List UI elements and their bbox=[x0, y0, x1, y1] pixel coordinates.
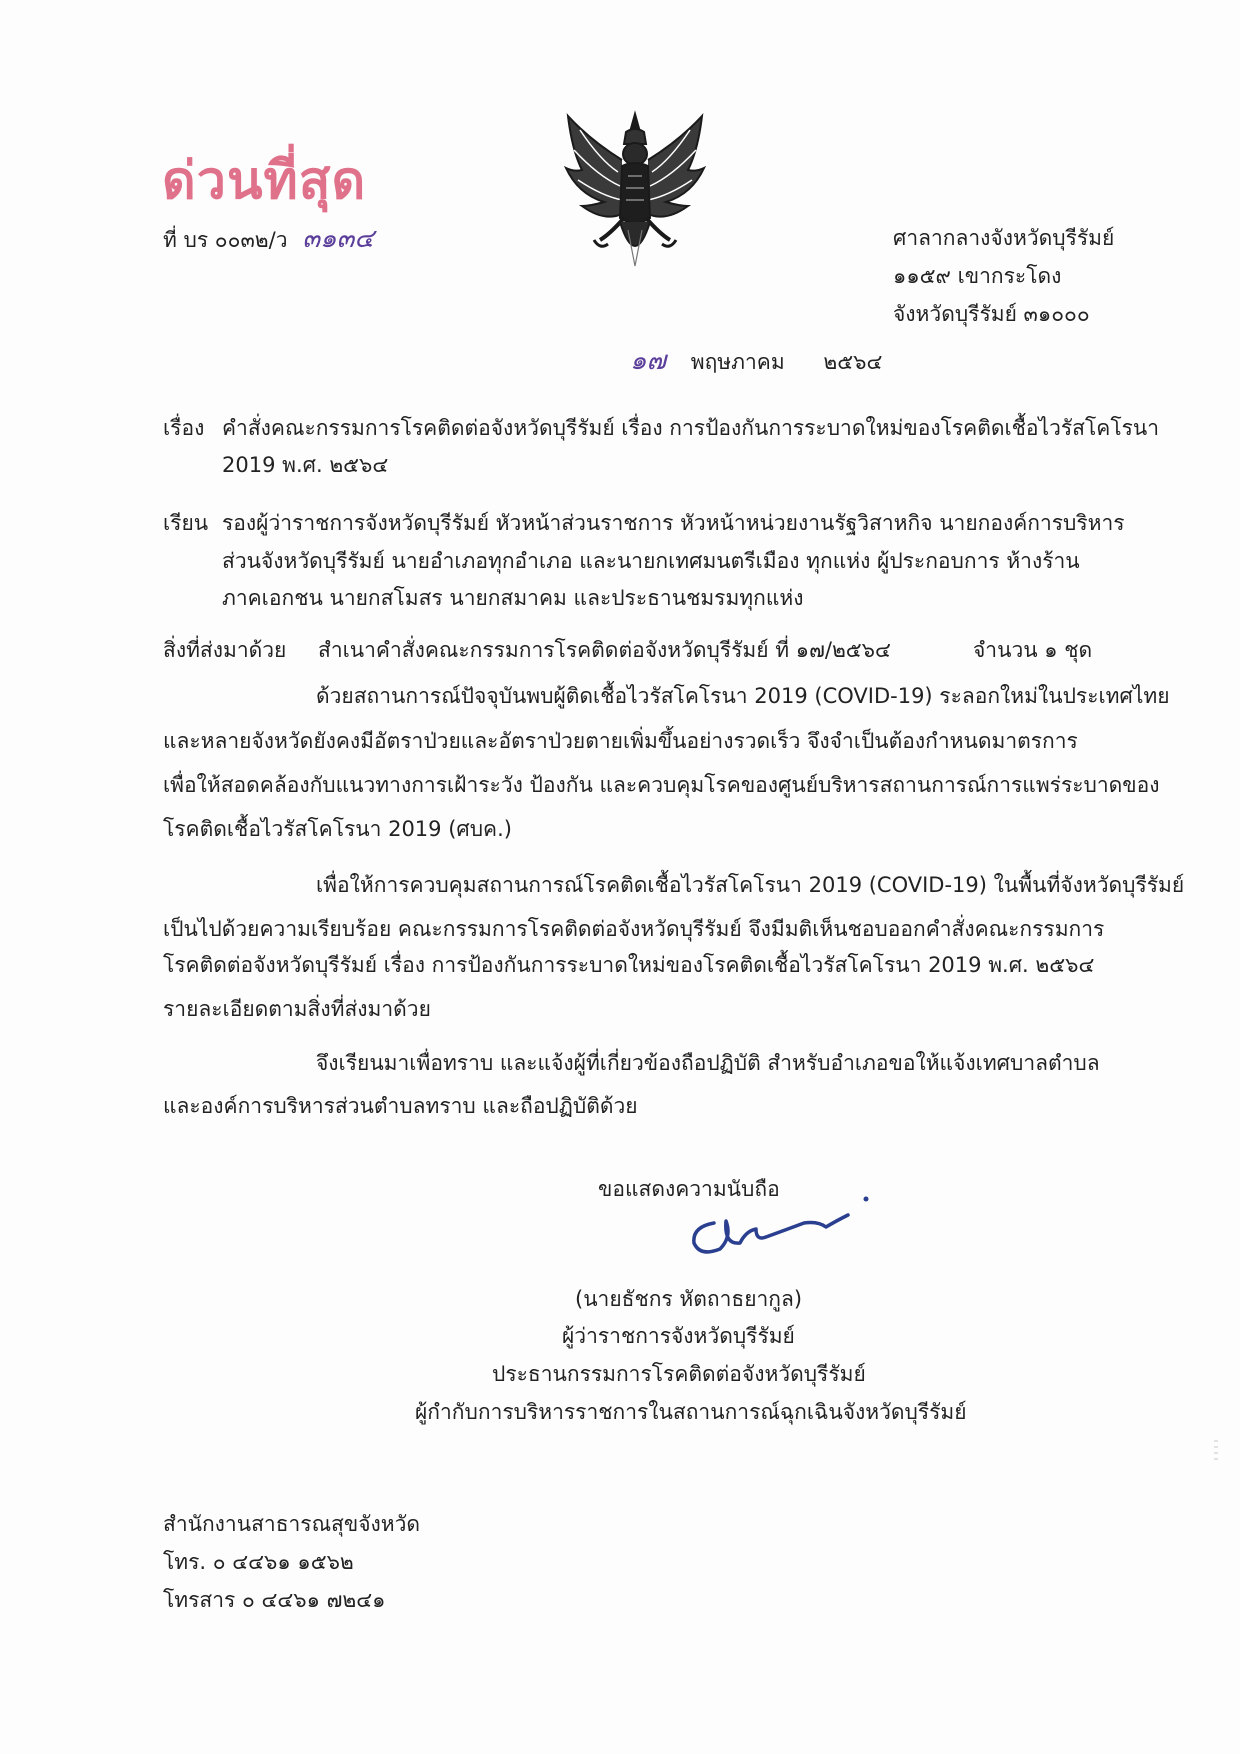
body-paragraph-3-line: และองค์การบริหารส่วนตำบลทราบ และถือปฏิบัติด้วย bbox=[163, 1094, 638, 1118]
closing-salutation: ขอแสดงความนับถือ bbox=[598, 1177, 780, 1201]
document-number bbox=[163, 226, 374, 252]
document-number-prefix: ที่ บร ๐๐๓๒/ว bbox=[163, 228, 288, 252]
attachment-quantity: จำนวน ๑ ชุด bbox=[973, 638, 1093, 662]
signatory-title-2: ประธานกรรมการโรคติดต่อจังหวัดบุรีรัมย์ bbox=[492, 1362, 866, 1386]
recipient-line-1: รองผู้ว่าราชการจังหวัดบุรีรัมย์ หัวหน้าส่วนราชการ หัวหน้าหน่วยงานรัฐวิสาหกิจ นายกองค์การบริหาร bbox=[222, 511, 1125, 535]
attachment-label: สิ่งที่ส่งมาด้วย bbox=[163, 638, 287, 662]
footer-office: สำนักงานสาธารณสุขจังหวัด bbox=[163, 1512, 421, 1536]
sender-address-line-1: ศาลากลางจังหวัดบุรีรัมย์ bbox=[893, 226, 1115, 250]
date-month: พฤษภาคม bbox=[690, 350, 785, 374]
scan-artifact bbox=[1214, 1440, 1218, 1464]
body-paragraph-3-line: จึงเรียนมาเพื่อทราบ และแจ้งผู้ที่เกี่ยวข้องถือปฏิบัติ สำหรับอำเภอขอให้แจ้งเทศบาลตำบล bbox=[316, 1051, 1100, 1075]
signatory-title-1: ผู้ว่าราชการจังหวัดบุรีรัมย์ bbox=[562, 1324, 795, 1348]
urgency-stamp: ด่วนที่สุด bbox=[162, 151, 367, 211]
body-paragraph-2-line: เป็นไปด้วยความเรียบร้อย คณะกรรมการโรคติดต่อจังหวัดบุรีรัมย์ จึงมีมติเห็นชอบออกคำสั่งคณะกรรมการ bbox=[163, 917, 1105, 941]
date-year: ๒๕๖๔ bbox=[823, 350, 883, 374]
body-paragraph-2-line: เพื่อให้การควบคุมสถานการณ์โรคติดเชื้อไวรัสโคโรนา 2019 (COVID-19) ในพื้นที่จังหวัดบุรีรัมย์ bbox=[316, 873, 1185, 897]
subject-label: เรื่อง bbox=[163, 416, 205, 440]
sender-address-line-2: ๑๑๕๙ เขากระโดง bbox=[893, 264, 1062, 288]
sender-address-line-3: จังหวัดบุรีรัมย์ ๓๑๐๐๐ bbox=[893, 302, 1090, 326]
body-paragraph-1-line: และหลายจังหวัดยังคงมีอัตราป่วยและอัตราป่วยตายเพิ่มขึ้นอย่างรวดเร็ว จึงจำเป็นต้องกำหนดมาตรการ bbox=[163, 729, 1078, 753]
document-number-handwritten: ๓๑๓๔ bbox=[302, 224, 374, 254]
recipient-label: เรียน bbox=[163, 511, 209, 535]
subject-line-1: คำสั่งคณะกรรมการโรคติดต่อจังหวัดบุรีรัมย์ เรื่อง การป้องกันการระบาดใหม่ของโรคติดเชื้อไวรัสโคโรนา bbox=[222, 416, 1160, 440]
body-paragraph-2-line: รายละเอียดตามสิ่งที่ส่งมาด้วย bbox=[163, 997, 431, 1021]
signatory-title-3: ผู้กำกับการบริหารราชการในสถานการณ์ฉุกเฉินจังหวัดบุรีรัมย์ bbox=[415, 1400, 967, 1424]
letter-date bbox=[630, 348, 882, 374]
garuda-emblem bbox=[560, 110, 710, 275]
recipient-line-2: ส่วนจังหวัดบุรีรัมย์ นายอำเภอทุกอำเภอ และนายกเทศมนตรีเมือง ทุกแห่ง ผู้ประกอบการ ห้างร้าน bbox=[222, 549, 1080, 573]
attachment-text: สำเนาคำสั่งคณะกรรมการโรคติดต่อจังหวัดบุรีรัมย์ ที่ ๑๗/๒๕๖๔ bbox=[318, 638, 891, 662]
footer-fax: โทรสาร ๐ ๔๔๖๑ ๗๒๔๑ bbox=[163, 1588, 386, 1612]
footer-telephone: โทร. ๐ ๔๔๖๑ ๑๕๖๒ bbox=[163, 1550, 354, 1574]
body-paragraph-2-line: โรคติดต่อจังหวัดบุรีรัมย์ เรื่อง การป้องกันการระบาดใหม่ของโรคติดเชื้อไวรัสโคโรนา 2019 พ.ศ. ๒๕๖๔ bbox=[163, 953, 1095, 977]
body-paragraph-1-line: ด้วยสถานการณ์ปัจจุบันพบผู้ติดเชื้อไวรัสโคโรนา 2019 (COVID-19) ระลอกใหม่ในประเทศไทย bbox=[316, 684, 1170, 708]
date-day: ๑๗ bbox=[630, 346, 667, 376]
signatory-name: (นายธัชกร หัตถาธยากูล) bbox=[575, 1287, 803, 1311]
recipient-line-3: ภาคเอกชน นายกสโมสร นายกสมาคม และประธานชมรมทุกแห่ง bbox=[222, 586, 804, 610]
handwritten-signature bbox=[680, 1185, 880, 1275]
body-paragraph-1-line: เพื่อให้สอดคล้องกับแนวทางการเฝ้าระวัง ป้องกัน และควบคุมโรคของศูนย์บริหารสถานการณ์การแพร่ระบาดของ bbox=[163, 773, 1160, 797]
body-paragraph-1-line: โรคติดเชื้อไวรัสโคโรนา 2019 (ศบค.) bbox=[163, 817, 512, 841]
subject-line-2: 2019 พ.ศ. ๒๕๖๔ bbox=[222, 453, 389, 477]
